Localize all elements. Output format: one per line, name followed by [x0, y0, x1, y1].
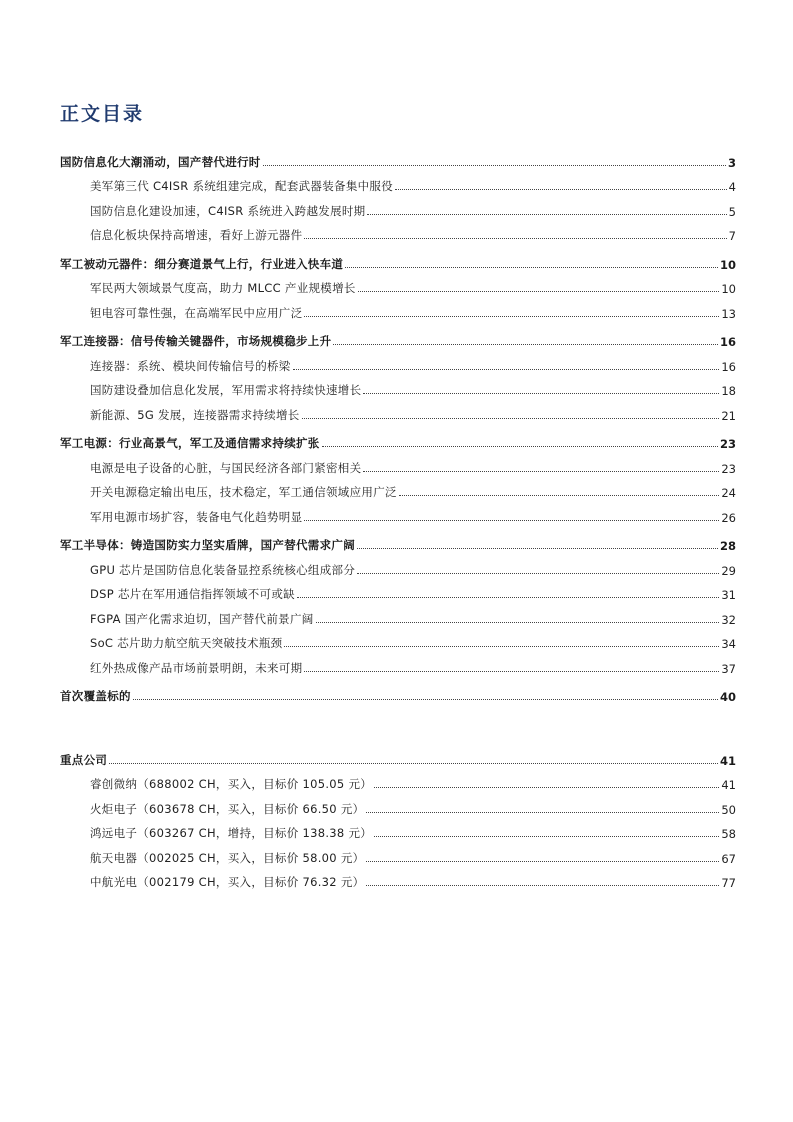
section-gap — [60, 704, 736, 743]
toc-entry-label: DSP 芯片在军用通信指挥领域不可或缺 — [90, 587, 295, 601]
dot-leader — [366, 812, 719, 813]
toc-page-number: 41 — [719, 753, 736, 768]
dot-leader — [284, 646, 719, 647]
toc-subsection-entry[interactable] — [60, 553, 736, 578]
dot-leader — [333, 344, 718, 345]
dot-leader — [399, 495, 720, 496]
toc-subsection-entry[interactable] — [60, 651, 736, 676]
dot-leader — [366, 861, 719, 862]
toc-page-number: 50 — [721, 802, 736, 817]
toc-entry-label: 连接器：系统、模块间传输信号的桥梁 — [90, 358, 291, 373]
toc-entry-label: 电源是电子设备的心脏，与国民经济各部门紧密相关 — [90, 460, 362, 475]
toc-page-number: 40 — [719, 690, 736, 704]
dot-leader — [322, 446, 718, 447]
toc-entry-label: 新能源、5G 发展，连接器需求持续增长 — [90, 407, 300, 422]
toc-page-number: 24 — [721, 486, 736, 500]
toc-entry-label: FGPA 国产化需求迫切，国产替代前景广阔 — [90, 611, 314, 626]
toc-section-entry[interactable] — [60, 427, 736, 452]
toc-entry-label: 军工连接器：信号传输关键器件，市场规模稳步上升 — [60, 334, 332, 348]
page-title: 正文目录 — [60, 103, 145, 125]
toc-section-entry[interactable] — [60, 145, 736, 170]
toc-section-entry[interactable] — [60, 247, 736, 272]
toc-entry-label: 钽电容可靠性强，在高端军民中应用广泛 — [90, 305, 303, 320]
toc-page-number: 28 — [719, 539, 736, 553]
dot-leader — [374, 787, 719, 788]
toc-subsection-entry[interactable] — [60, 792, 736, 817]
toc-section-entry[interactable] — [60, 743, 736, 768]
toc-page-number: 32 — [721, 612, 736, 627]
dot-leader — [345, 267, 718, 268]
toc-subsection-entry[interactable] — [60, 219, 736, 244]
dot-leader — [395, 189, 727, 190]
toc-entry-label: 重点公司 — [60, 752, 108, 767]
toc-entry-label: 开关电源稳定输出电压，技术稳定，军工通信领域应用广泛 — [90, 485, 397, 499]
dot-leader — [363, 393, 719, 394]
toc-subsection-entry[interactable] — [60, 194, 736, 219]
toc-subsection-entry[interactable] — [60, 578, 736, 603]
toc-entry-label: 军工电源：行业高景气，军工及通信需求持续扩张 — [60, 436, 320, 450]
table-of-contents — [60, 145, 736, 890]
toc-page-number: 13 — [721, 306, 736, 321]
toc-page-number: 29 — [721, 563, 736, 578]
toc-section-entry[interactable] — [60, 325, 736, 350]
toc-entry-label: 火炬电子（603678 CH，买入，目标价 66.50 元） — [90, 801, 365, 816]
dot-leader — [304, 671, 719, 672]
toc-subsection-entry[interactable] — [60, 374, 736, 399]
toc-page-number: 7 — [728, 229, 736, 243]
toc-subsection-entry[interactable] — [60, 476, 736, 501]
toc-entry-label: 鸿远电子（603267 CH，增持，目标价 138.38 元） — [90, 826, 373, 840]
toc-page-number: 37 — [721, 661, 736, 676]
toc-entry-label: SoC 芯片助力航空航天突破技术瓶颈 — [90, 636, 283, 650]
toc-entry-label: 国防建设叠加信息化发展，军用需求将持续快速增长 — [90, 383, 362, 397]
dot-leader — [133, 699, 718, 700]
toc-subsection-entry[interactable] — [60, 349, 736, 374]
toc-entry-label: 红外热成像产品市场前景明朗，未来可期 — [90, 660, 303, 675]
toc-page-number: 18 — [721, 384, 736, 398]
dot-leader — [304, 520, 719, 521]
toc-entry-label: 中航光电（002179 CH，买入，目标价 76.32 元） — [90, 875, 365, 889]
toc-subsection-entry[interactable] — [60, 768, 736, 793]
toc-entry-label: 睿创微纳（688002 CH，买入，目标价 105.05 元） — [90, 777, 373, 791]
dot-leader — [374, 836, 719, 837]
dot-leader — [293, 369, 720, 370]
toc-subsection-entry[interactable] — [60, 841, 736, 866]
toc-page-number: 10 — [719, 257, 736, 272]
toc-section-entry[interactable] — [60, 680, 736, 705]
toc-subsection-entry[interactable] — [60, 500, 736, 525]
toc-page-number: 3 — [727, 155, 736, 170]
toc-entry-label: 首次覆盖标的 — [60, 689, 131, 703]
toc-subsection-entry[interactable] — [60, 602, 736, 627]
toc-entry-label: 国防信息化大潮涌动，国产替代进行时 — [60, 154, 261, 169]
toc-entry-label: 军用电源市场扩容，装备电气化趋势明显 — [90, 509, 303, 524]
toc-page-number: 34 — [721, 637, 736, 651]
toc-entry-label: 信息化板块保持高增速，看好上游元器件 — [90, 228, 303, 242]
toc-entry-label: 国防信息化建设加速，C4ISR 系统进入跨越发展时期 — [90, 203, 366, 218]
toc-page-number: 77 — [721, 876, 736, 890]
dot-leader — [302, 418, 720, 419]
toc-entry-label: 军民两大领域景气度高，助力 MLCC 产业规模增长 — [90, 281, 356, 295]
dot-leader — [297, 597, 719, 598]
dot-leader — [304, 316, 719, 317]
toc-subsection-entry[interactable] — [60, 817, 736, 842]
toc-entry-label: 军工被动元器件：细分赛道景气上行，行业进入快车道 — [60, 256, 344, 271]
toc-subsection-entry[interactable] — [60, 296, 736, 321]
toc-page-number: 23 — [719, 437, 736, 451]
dot-leader — [367, 214, 726, 215]
dot-leader — [357, 573, 719, 574]
toc-page-number: 23 — [721, 461, 736, 476]
toc-page-number: 5 — [728, 204, 736, 219]
toc-page-number: 16 — [721, 359, 736, 374]
dot-leader — [316, 622, 720, 623]
toc-page-number: 58 — [721, 827, 736, 841]
toc-entry-label: GPU 芯片是国防信息化装备显控系统核心组成部分 — [90, 562, 356, 577]
dot-leader — [363, 471, 719, 472]
toc-page-number: 67 — [721, 851, 736, 866]
dot-leader — [357, 548, 718, 549]
toc-subsection-entry[interactable] — [60, 451, 736, 476]
toc-page-number: 4 — [728, 180, 736, 194]
toc-entry-label: 军工半导体：铸造国防实力坚实盾牌，国产替代需求广阔 — [60, 538, 355, 552]
toc-page-number: 16 — [719, 335, 736, 349]
dot-leader — [109, 763, 718, 764]
toc-page-number: 26 — [721, 510, 736, 525]
toc-subsection-entry[interactable] — [60, 398, 736, 423]
toc-subsection-entry[interactable] — [60, 272, 736, 297]
toc-subsection-entry[interactable] — [60, 170, 736, 195]
dot-leader — [304, 238, 726, 239]
toc-entry-label: 航天电器（002025 CH，买入，目标价 58.00 元） — [90, 850, 365, 865]
toc-page-number: 10 — [721, 282, 736, 296]
toc-subsection-entry[interactable] — [60, 866, 736, 891]
toc-section-entry[interactable] — [60, 529, 736, 554]
toc-page-number: 41 — [721, 778, 736, 792]
toc-entry-label: 美军第三代 C4ISR 系统组建完成，配套武器装备集中服役 — [90, 179, 394, 193]
toc-subsection-entry[interactable] — [60, 627, 736, 652]
dot-leader — [263, 165, 726, 166]
toc-page-number: 21 — [721, 408, 736, 423]
toc-page-number: 31 — [721, 588, 736, 602]
dot-leader — [366, 885, 719, 886]
dot-leader — [358, 291, 720, 292]
